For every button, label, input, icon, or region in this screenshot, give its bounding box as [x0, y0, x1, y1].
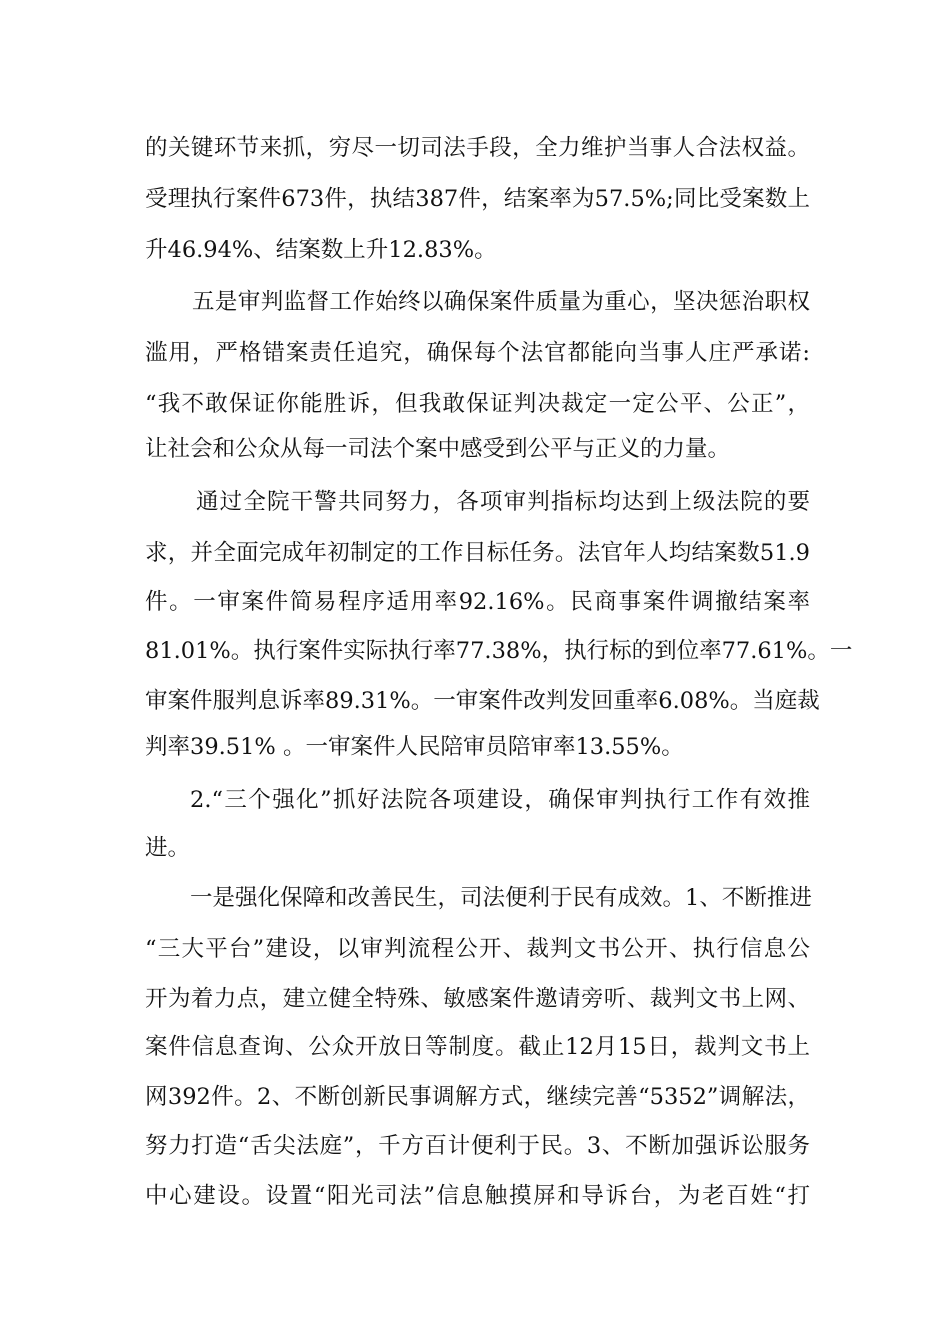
text-line: 五是审判监督工作始终以确保案件质量为重心，坚决惩治职权: [192, 289, 810, 315]
text-line: 滥用，严格错案责任追究，确保每个法官都能向当事人庄严承诺:: [145, 340, 810, 366]
text-line: 件。一审案件简易程序适用率92.16%。民商事案件调撤结案率: [145, 589, 810, 615]
text-line: 2.“三个强化”抓好法院各项建设，确保审判执行工作有效推: [190, 787, 810, 813]
text-line: 案件信息查询、公众开放日等制度。截止12月15日，裁判文书上: [145, 1034, 810, 1060]
text-line: 中心建设。设置“阳光司法”信息触摸屏和导诉台，为老百姓“打: [145, 1183, 810, 1209]
text-line: 审案件服判息诉率89.31%。一审案件改判发回重率6.08%。当庭裁: [145, 688, 820, 714]
text-line: 求，并全面完成年初制定的工作目标任务。法官年人均结案数51.9: [145, 540, 810, 566]
text-line: 受理执行案件673件，执结387件，结案率为57.5%;同比受案数上: [145, 186, 810, 212]
text-line: 开为着力点，建立健全特殊、敏感案件邀请旁听、裁判文书上网、: [145, 986, 810, 1012]
text-line: 通过全院干警共同努力，各项审判指标均达到上级法院的要: [196, 489, 810, 515]
text-line: 网392件。2、不断创新民事调解方式，继续完善“5352”调解法，: [145, 1084, 810, 1110]
text-line: “三大平台”建设，以审判流程公开、裁判文书公开、执行信息公: [145, 936, 810, 962]
text-line: 判率39.51% 。一审案件人民陪审员陪审率13.55%。: [145, 734, 684, 760]
text-line: 81.01%。执行案件实际执行率77.38%，执行标的到位率77.61%。一: [145, 638, 853, 664]
text-line: 一是强化保障和改善民生，司法便利于民有成效。1、不断推进: [190, 885, 812, 911]
text-line: 的关键环节来抓，穷尽一切司法手段，全力维护当事人合法权益。: [145, 135, 810, 161]
text-line: 让社会和公众从每一司法个案中感受到公平与正义的力量。: [145, 436, 731, 462]
text-line: 升46.94%、结案数上升12.83%。: [145, 237, 497, 263]
text-line: “我不敢保证你能胜诉，但我敢保证判决裁定一定公平、公正”，: [145, 391, 810, 417]
text-line: 进。: [145, 835, 191, 861]
text-line: 努力打造“舌尖法庭”，千方百计便利于民。3、不断加强诉讼服务: [145, 1133, 810, 1159]
